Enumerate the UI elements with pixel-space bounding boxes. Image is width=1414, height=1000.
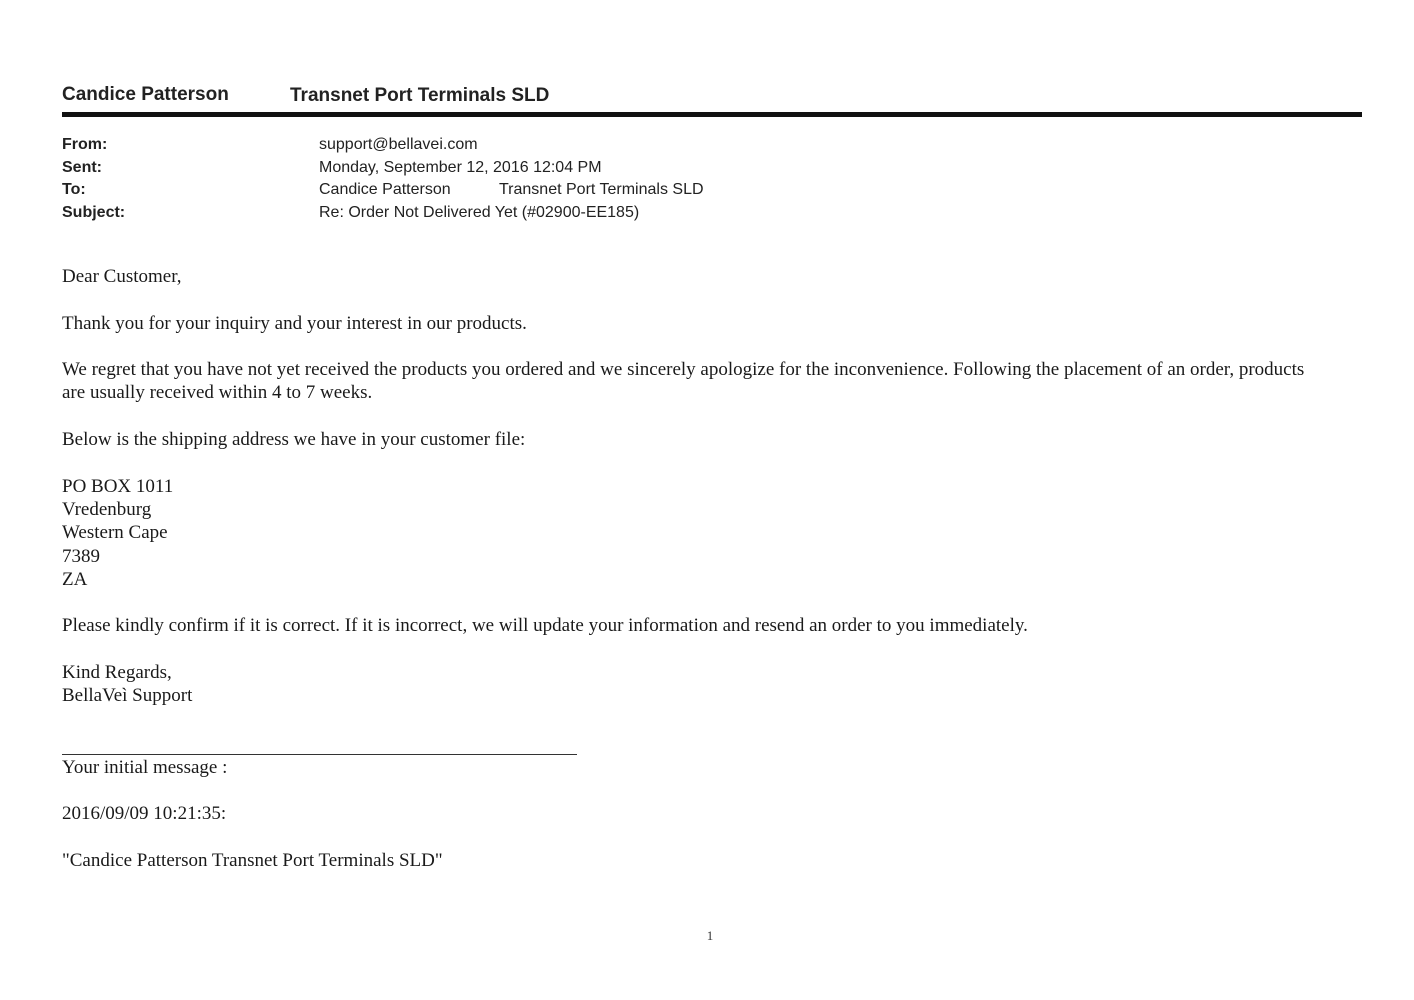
- sent-label: Sent:: [62, 158, 102, 176]
- body-paragraph-address-intro: Below is the shipping address we have in your customer file:: [62, 429, 526, 451]
- sent-value: Monday, September 12, 2016 12:04 PM: [319, 158, 602, 176]
- subject-value: Re: Order Not Delivered Yet (#02900-EE185): [319, 203, 640, 221]
- page-number: 1: [706, 928, 714, 943]
- initial-message-label: Your initial message :: [62, 757, 228, 778]
- shipping-address: [62, 475, 1332, 591]
- header-sender-name: Candice Patterson: [62, 84, 229, 105]
- signature: BellaVeì Support: [62, 685, 193, 707]
- quoted-message-divider: [62, 754, 577, 755]
- address-line: 7389: [62, 545, 100, 567]
- to-org: Transnet Port Terminals SLD: [499, 181, 704, 198]
- address-line: ZA: [62, 568, 88, 590]
- greeting: Dear Customer,: [62, 266, 182, 287]
- address-line: Vredenburg: [62, 498, 152, 520]
- header-sender-org: Transnet Port Terminals SLD: [290, 85, 550, 106]
- initial-message-quote: "Candice Patterson Transnet Port Terminals SLD": [62, 850, 443, 871]
- address-line: PO BOX 1011: [62, 475, 174, 497]
- header-divider: [62, 112, 1362, 117]
- body-paragraph-apology: We regret that you have not yet received the products you ordered and we sincerely apologize for the inconvenience. Following the placement of an order, products are usually received within 4 to 7 weeks.: [62, 359, 1305, 404]
- from-value: support@bellavei.com: [319, 136, 478, 153]
- address-line: Western Cape: [62, 522, 168, 544]
- subject-label: Subject:: [62, 203, 126, 221]
- to-name: Candice Patterson: [319, 181, 451, 198]
- body-paragraph-confirm: Please kindly confirm if it is correct. If it is incorrect, we will update your information and resend an order to you immediately.: [62, 615, 1028, 637]
- to-label: To:: [62, 181, 86, 198]
- body-paragraph-thanks: Thank you for your inquiry and your interest in our products.: [62, 312, 527, 334]
- initial-message-timestamp: 2016/09/09 10:21:35:: [62, 803, 227, 824]
- from-label: From:: [62, 136, 108, 153]
- email-body: [62, 265, 1332, 731]
- signature-block: [62, 661, 1332, 708]
- closing: Kind Regards,: [62, 662, 172, 684]
